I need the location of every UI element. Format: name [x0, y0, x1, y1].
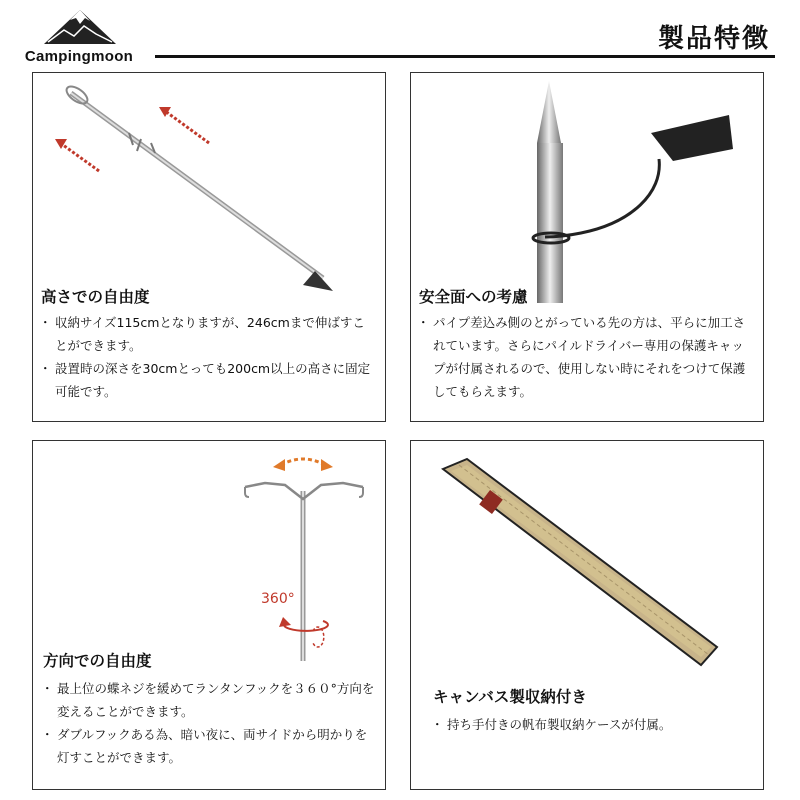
feature-line: ・ ダブルフックある為、暗い夜に、両サイドから明かりを灯すことができます。: [43, 723, 377, 769]
brand-logo: [14, 8, 144, 66]
panel-heading: 高さでの自由度: [41, 288, 150, 306]
feature-list: [419, 311, 749, 403]
page-title: 製品特徴: [657, 24, 770, 54]
header-rule: [155, 55, 775, 58]
feature-list: [41, 311, 375, 403]
feature-line: ・ 収納サイズ115cmとなりますが、246cmまで伸ばすことができます。: [41, 311, 375, 357]
panel-safety: [410, 72, 764, 422]
feature-list: [433, 713, 753, 736]
feature-line: ・ 設置時の深さを30cmとっても200cm以上の高さに固定可能です。: [41, 357, 375, 403]
rotation-angle-label: 360°: [261, 591, 295, 607]
feature-line: ・ 持ち手付きの帆布製収納ケースが付属。: [433, 713, 753, 736]
panel-heading: 安全面への考慮: [419, 288, 528, 306]
panel-heading: キャンバス製収納付き: [433, 688, 587, 706]
mountain-logo-icon: [40, 8, 120, 46]
brand-name: Campingmoon: [24, 48, 134, 65]
pole-tip-cap-image: [411, 73, 763, 303]
feature-line: ・ パイプ差込み側のとがっている先の方は、平らに加工されています。さらにパイルドライバー専用の保護キャップが付属されるので、使用しない時にそれをつけて保護してもらえます。: [419, 311, 749, 403]
panel-heading: 方向での自由度: [43, 652, 152, 670]
feature-list: [43, 677, 377, 769]
storage-case-image: [411, 441, 763, 681]
lantern-hook-image: [33, 441, 385, 661]
panel-height: [32, 72, 386, 422]
feature-line: ・ 最上位の蝶ネジを緩めてランタンフックを３６０°方向を変えることができます。: [43, 677, 377, 723]
panel-direction: [32, 440, 386, 790]
panel-storage-case: [410, 440, 764, 790]
